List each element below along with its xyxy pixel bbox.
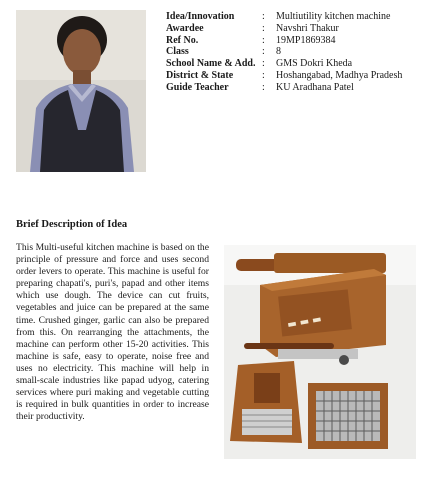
info-label: District & State	[166, 69, 234, 81]
info-value: Hoshangabad, Madhya Pradesh	[276, 69, 403, 81]
info-label: Idea/Innovation	[166, 11, 235, 22]
info-value: GMS Dokri Kheda	[276, 58, 353, 70]
awardee-portrait-image	[16, 10, 146, 172]
info-value: KU Aradhana Patel	[276, 81, 354, 93]
idea-description: This Multi-useful kitchen machine is based on the principle of pressure and force and uses second order levers to operate. This machine is useful for preparing chapati's, puri's, papad and other items which use dough. The device can cut fruits, vegetables and juice can be prepared at the same time. Crushed ginger, garlic can also be prepared from this. On rearranging the attachments, the machine can perform other 15-20 activities. This machine is safe, easy to operate, noise free and uses no electricity. This machine will help in small-scale industries like papad udyog, catering services where puri making and vegetable cutting is required in bulk quantities in order to increase their productivity.	[16, 242, 209, 423]
info-value: 8	[276, 46, 281, 58]
info-label: Ref No.	[166, 34, 199, 46]
info-row	[166, 23, 402, 35]
kitchen-machine-image	[224, 245, 416, 459]
info-value: 19MP1869384	[276, 34, 336, 46]
info-separator: :	[262, 69, 265, 81]
awardee-photo	[16, 10, 146, 172]
info-label: Awardee	[166, 22, 204, 34]
info-separator: :	[262, 46, 265, 58]
machine-photo	[224, 245, 416, 459]
info-row	[166, 82, 402, 94]
info-value: Multiutility kitchen machine	[276, 11, 391, 22]
info-row	[166, 70, 402, 82]
info-row	[166, 58, 402, 70]
section-title: Brief Description of Idea	[16, 219, 128, 230]
info-label: Guide Teacher	[166, 81, 229, 93]
info-separator: :	[262, 34, 265, 46]
info-separator: :	[262, 22, 265, 34]
info-value: Navshri Thakur	[276, 22, 339, 34]
awardee-info-table	[166, 11, 402, 94]
info-separator: :	[262, 58, 265, 70]
info-label: School Name & Add.	[166, 58, 256, 70]
info-row	[166, 35, 402, 47]
info-row	[166, 11, 402, 23]
info-separator: :	[262, 11, 265, 22]
svg-text:▬ ▬ ▬: ▬ ▬ ▬	[286, 313, 323, 331]
info-label: Class	[166, 46, 189, 58]
info-separator: :	[262, 81, 265, 93]
info-row	[166, 46, 402, 58]
